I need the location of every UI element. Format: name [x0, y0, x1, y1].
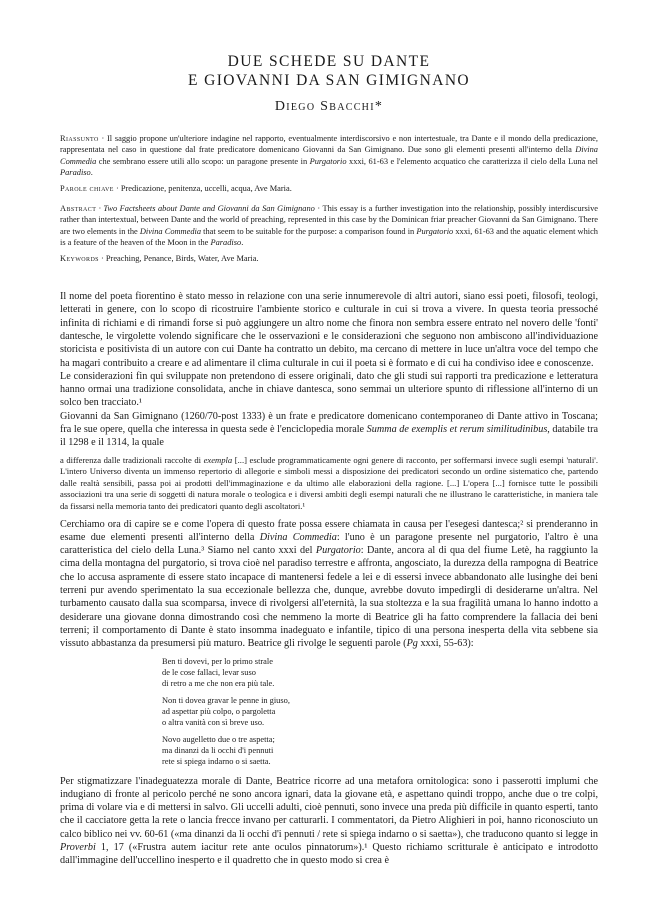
verse-line: de le cose fallaci, levar suso [162, 667, 256, 677]
verse-line: o altra vanità con sì breve uso. [162, 717, 265, 727]
verse-line: rete si spiega indarno o si saetta. [162, 756, 271, 766]
body-paragraph-3: Giovanni da San Gimignano (1260/70-post 1333) è un frate e predicatore domenicano contemporaneo di Dante attivo in Toscana; fra le sue opere, quella che interessa in questa sede è l'enciclopedia morale Summa de exemplis et rerum similitudinibus, databile tra il 1298 e il 1314, la quale [60, 410, 598, 449]
title-line-1: DUE SCHEDE SU DANTE [227, 53, 431, 70]
author-name: Diego Sbacchi* [274, 99, 384, 114]
title-line-2: E GIOVANNI DA SAN GIMIGNANO [187, 72, 471, 89]
verse-stanza-3 [162, 734, 598, 767]
riassunto: Riassunto · Il saggio propone un'ulteriore indagine nel rapporto, eventualmente interdiscorsivo e non intertestuale, tra Dante e il mondo della predicazione, rappresentata nel caso in questione dal frate predicatore domenicano Giovanni da San Gimignano. Due sono gli elementi presenti all'interno della Divina Commedia che sembrano essere utili allo scopo: un paragone presente in Purgatorio xxxi, 61-63 e l'elemento acquatico che caratterizza il cielo della Luna nel Paradiso. [60, 134, 599, 178]
body-paragraph-4: Cerchiamo ora di capire se e come l'opera di questo frate possa essere chiamata in causa per l'esegesi dantesca;² si prenderanno in esame due elementi presenti all'interno della Divina Commedia: l'uno è un paragone presente nel purgatorio, l'altro è una caratteristica del cielo della Luna.³ Siamo nel canto xxxi del Purgatorio: Dante, ancora al di qua del fiume Letè, ha raggiunto la cima della montagna del purgatorio, si trova cioè nel paradiso terrestre e affronta, angosciato, la durezza della rampogna di Beatrice che lo accusa aspramente di essere stato incapace di mantenersi fedele a lei e di essersi invece abbandonato alle lusinghe dei beni terreni pur avendo sperimentato la sua eccezionale bellezza che, dunque, avrebbe dovuto impedirgli di desiderarne un'altra. Nel turbamento causato dalla sua scomparsa, invece di rivolgersi all'eternità, la sua stoltezza e la sua fragilità umana lo hanno indotto a desiderare una giovane donna dimostrando così che nemmeno la morte di Beatrice gli ha fatto comprendere la fallacia dei beni terreni; il comportamento di Dante è stato insomma inadeguato e infantile, tipico di una persona inesperta della vita sebbene sia vissuto abbastanza da presumersi più maturo. Beatrice gli rivolge le seguenti parole (Pg xxxi, 55-63): [60, 518, 598, 650]
parole-chiave-label: Parole chiave [60, 183, 114, 193]
abstract-label: Abstract [60, 204, 97, 214]
verse-line: ad aspettar più colpo, o pargoletta [162, 706, 276, 716]
keywords-label: Keywords [60, 253, 99, 263]
verse-stanza-1 [162, 656, 598, 689]
body-paragraph-2: Le considerazioni fin qui sviluppate non pretendono di essere originali, dato che gli studi sui rapporti tra predicazione e letteratura hanno ormai una tradizione consolidata, anche in chiave dantesca, sono semmai un ulteriore spunto di riflessione all'interno di un solco ben tracciato.¹ [60, 370, 598, 409]
verse-line: di retro a me che non era più tale. [162, 678, 275, 688]
article-title [60, 52, 598, 90]
parole-chiave: Parole chiave · Predicazione, penitenza, uccelli, acqua, Ave Maria. [60, 183, 292, 193]
verse-line: Novo augelletto due o tre aspetta; [162, 734, 275, 744]
abstract: Abstract · Two Factsheets about Dante and Giovanni da San Gimignano · This essay is a further investigation into the relationship, possibly interdiscursive rather than intertextual, between Dante and the world of preaching, represented in this case by the Dominican friar preacher Giovanni da San Gimignano. There are two elements in the Divina Commedia that seem to be suitable for the purpose: a comparison found in Purgatorio xxxi, 61-63 and the aquatic element which is a feature of the heaven of the Moon in the Paradiso. [60, 204, 598, 248]
block-quote: a differenza dalle tradizionali raccolte di exempla [...] esclude programmaticamente ogni genere di racconto, per soffermarsi invece sugli esempi 'naturali'. L'intero Universo diventa un immenso repertorio di allegorie e simboli messi a disposizione dei predicatori secondo un ordine sistematico che, partendo dalle realtà sensibili, passa poi ai prodotti dell'immaginazione e da ultimo alle elaborazioni della ragione. [...] L'opera [...] fornisce tutte le possibili associazioni tra una serie di soggetti di natura morale o teologica e i diversi ambiti degli esempi naturali che ne illustrano le caratteristiche, in maniera tale da fissarsi nella memoria tanto dei predicatori quanto degli ascoltatori.¹ [60, 454, 598, 511]
verse-line: ma dinanzi da li occhi d'i pennuti [162, 745, 274, 755]
verse-line: Non ti dovea gravar le penne in giuso, [162, 695, 290, 705]
abstract-title: · Two Factsheets about Dante and Giovanni da San Gimignano [96, 204, 315, 214]
verse-line: Ben ti dovevi, per lo primo strale [162, 656, 273, 666]
body-paragraph-1: Il nome del poeta fiorentino è stato messo in relazione con una serie innumerevole di altri autori, siano essi poeti, filosofi, teologi, letterati in genere, con lo scopo di ricostruire l'ambiente storico e culturale in cui si trova a vivere. In questa teoria pressoché infinita di richiami e di rimandi forse si può aggiungere un altro nome che finora non sembra essere entrato nel novero delle 'fonti' dantesche, le virgolette volendo significare che le osservazioni e le considerazioni che seguono non ambiscono all'individuazione storicista e positivista di un autore con cui Dante ha contratto un debito, ma cercano di mettere in luce un'altra voce del tempo che ha magari contribuito a creare e ad alimentare il clima culturale in cui il poeta si è formato e di cui ha condiviso idee e conoscenze. [60, 291, 598, 369]
verse-quotation [162, 656, 598, 767]
riassunto-label: Riassunto [60, 134, 99, 143]
verse-stanza-2 [162, 695, 598, 728]
keywords: Keywords · Preaching, Penance, Birds, Water, Ave Maria. [60, 253, 259, 263]
body-paragraph-5: Per stigmatizzare l'inadeguatezza morale di Dante, Beatrice ricorre ad una metafora ornitologica: sono i passerotti implumi che indugiano di fronte al pericolo perché ne sono ancora ignari, data la giovane età, e aspettano quindi troppo, anche due o tre colpi, prima di volare via e di mettersi in salvo. Gli uccelli adulti, cioè pennuti, sono invece una preda più difficile in quanto esperti, tanto che il cacciatore getta la rete o lancia frecce invano per catturarli. I commentatori, da Pietro Alighieri in poi, hanno riconosciuto un calco biblico nei vv. 60-61 («ma dinanzi da li occhi d'i pennuti / rete si spiega indarno o si saetta»), che traducono quanto si legge in Proverbi 1, 17 («Frustra autem iacitur rete ante oculos pinnatorum»).¹ Questo richiamo scritturale è anticipato e introdotto dall'immagine dell'uccellino inesperto e il quadretto che in questo modo si crea è [60, 775, 598, 867]
